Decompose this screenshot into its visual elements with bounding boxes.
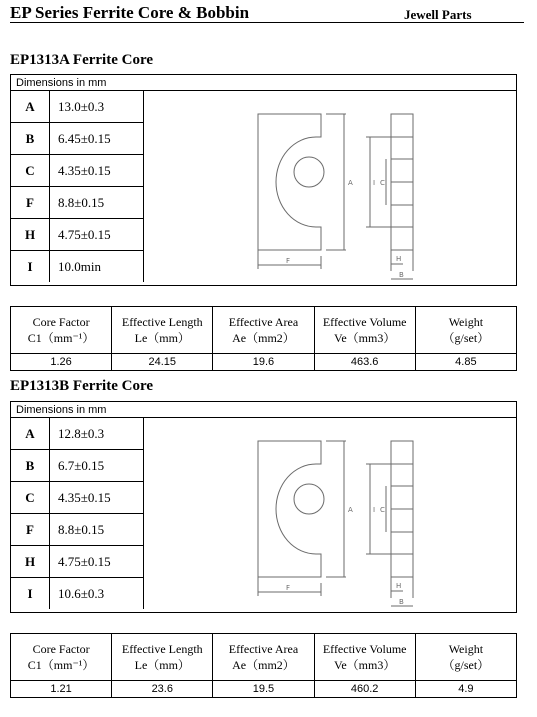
header-effective-area: Effective Area Ae（mm2） [213,634,314,681]
dimensions-caption: Dimensions in mm [11,75,516,91]
dimension-key: I [11,578,50,610]
parameters-table-ep1313a [10,306,517,371]
label-f: F [286,257,291,265]
header-effective-volume: Effective Volume Ve（mm3） [314,307,415,354]
dimension-value: 4.75±0.15 [50,219,144,251]
dimension-value: 4.35±0.15 [50,482,144,514]
dimension-value: 8.8±0.15 [50,187,144,219]
dimension-key: F [11,187,50,219]
section-title-ep1313b: EP1313B Ferrite Core [10,378,154,394]
parameters-value-row [11,681,517,698]
dimension-value: 6.45±0.15 [50,123,144,155]
label-i: I [373,179,376,187]
label-h: H [396,582,402,590]
core-drawing-ep1313b [246,426,436,606]
dimensions-panel-ep1313a [10,74,517,286]
dimension-row [11,123,144,155]
header-core-factor: Core Factor C1（mm⁻¹） [11,634,112,681]
label-b: B [399,598,404,606]
dimensions-caption: Dimensions in mm [11,402,516,418]
dimension-row [11,155,144,187]
dimension-key: B [11,450,50,482]
value-core-factor: 1.21 [11,681,112,698]
dimension-value: 10.6±0.3 [50,578,144,610]
dimension-key: F [11,514,50,546]
header-effective-area: Effective Area Ae（mm2） [213,307,314,354]
dimension-row [11,251,144,283]
dimension-row [11,482,144,514]
dimension-value: 6.7±0.15 [50,450,144,482]
dimension-key: B [11,123,50,155]
label-f: F [286,584,291,592]
document-title: EP Series Ferrite Core & Bobbin [10,3,250,22]
core-front-outline [258,114,321,250]
header-effective-length: Effective Length Le（mm） [112,307,213,354]
value-weight: 4.9 [415,681,516,698]
dimension-key: C [11,482,50,514]
dimensions-table [11,418,144,609]
dimension-row [11,418,144,450]
core-drawing-ep1313a [246,99,436,279]
dimension-key: C [11,155,50,187]
value-effective-volume: 460.2 [314,681,415,698]
dimension-key: H [11,546,50,578]
dimension-value: 12.8±0.3 [50,418,144,450]
brand-name: Jewell Parts [404,7,472,22]
header-rule [10,22,524,23]
center-hole [294,157,324,187]
header-effective-volume: Effective Volume Ve（mm3） [314,634,415,681]
parameters-table-ep1313b [10,633,517,698]
dimension-key: I [11,251,50,283]
dimension-value: 4.75±0.15 [50,546,144,578]
section-title-ep1313a: EP1313A Ferrite Core [10,52,154,68]
dimension-row [11,578,144,610]
dimensions-panel-ep1313b [10,401,517,613]
dimension-row [11,450,144,482]
center-hole [294,484,324,514]
label-i: I [373,506,376,514]
dimension-value: 4.35±0.15 [50,155,144,187]
dimensions-table [11,91,144,282]
label-c: C [380,179,385,187]
value-core-factor: 1.26 [11,354,112,371]
value-effective-area: 19.6 [213,354,314,371]
label-b: B [399,271,404,279]
dimension-row [11,514,144,546]
dimension-row [11,546,144,578]
core-front-outline [258,441,321,577]
dimension-value: 8.8±0.15 [50,514,144,546]
header-weight: Weight （g/set） [415,634,516,681]
dimension-key: A [11,418,50,450]
value-effective-length: 23.6 [112,681,213,698]
header-effective-length: Effective Length Le（mm） [112,634,213,681]
value-effective-area: 19.5 [213,681,314,698]
dimension-key: A [11,91,50,123]
parameters-header-row [11,634,517,681]
dimension-value: 13.0±0.3 [50,91,144,123]
parameters-value-row [11,354,517,371]
value-effective-length: 24.15 [112,354,213,371]
dimension-row [11,219,144,251]
label-c: C [380,506,385,514]
header-weight: Weight （g/set） [415,307,516,354]
label-a: A [348,179,353,187]
value-effective-volume: 463.6 [314,354,415,371]
header-core-factor: Core Factor C1（mm⁻¹） [11,307,112,354]
value-weight: 4.85 [415,354,516,371]
dimension-row [11,187,144,219]
label-h: H [396,255,402,263]
dimension-value: 10.0min [50,251,144,283]
dimension-row [11,91,144,123]
dimension-key: H [11,219,50,251]
label-a: A [348,506,353,514]
parameters-header-row [11,307,517,354]
